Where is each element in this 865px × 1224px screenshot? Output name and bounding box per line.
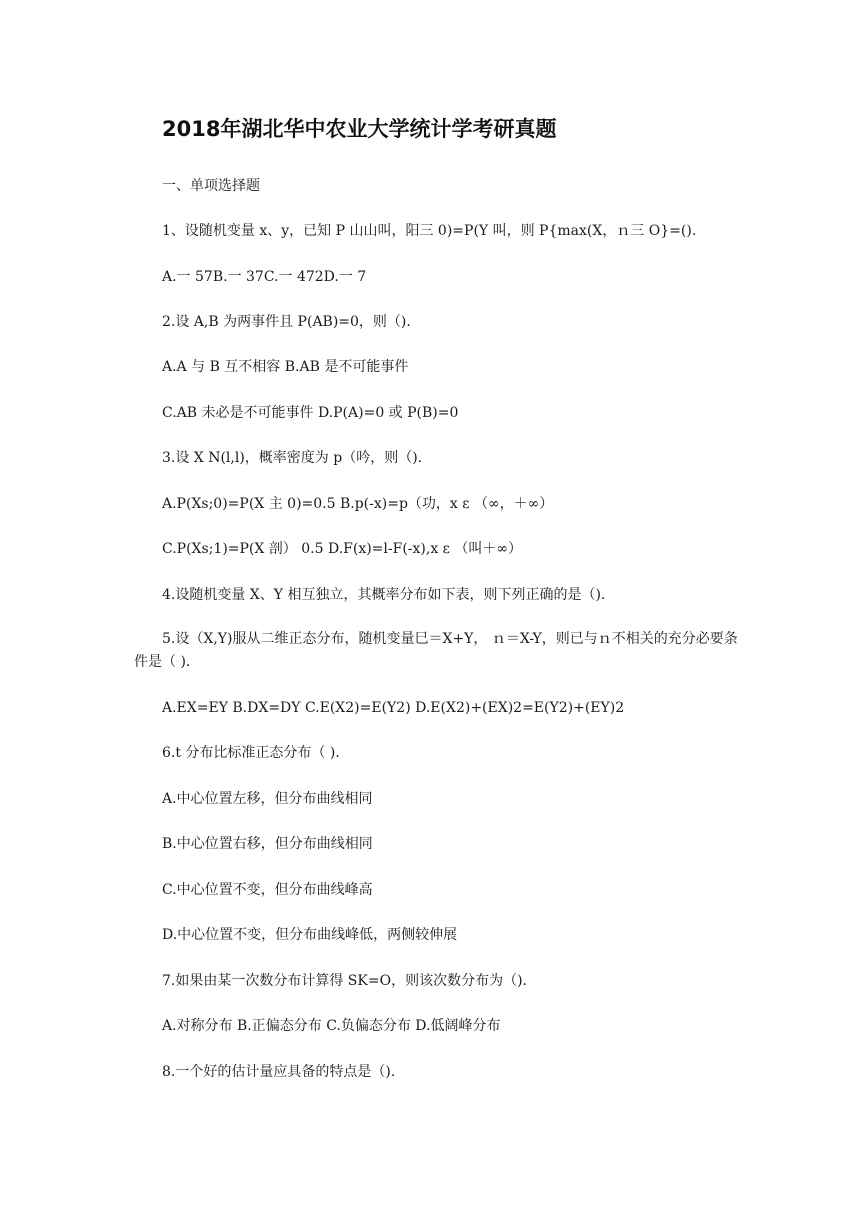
question-3: 3.设 X N(l,l)，概率密度为 p（吟，则（). — [162, 450, 423, 466]
question-2: 2.设 A,B 为两事件且 P(AB)=0，则（). — [162, 314, 411, 330]
question-4: 4.设随机变量 X、Y 相互独立，其概率分布如下表，则下列正确的是（). — [162, 587, 606, 603]
document-title: 2018年湖北华中农业大学统计学考研真题 — [162, 117, 557, 141]
question-6: 6.t 分布比标准正态分布（ ). — [162, 745, 340, 761]
question-6-option-b: B.中心位置右移，但分布曲线相同 — [162, 836, 373, 852]
question-3-options-ab: A.P(Xs;0)=P(X 主 0)=0.5 B.p(-x)=p（功，x ε （∞，＋∞） — [162, 496, 554, 512]
question-1: 1、设随机变量 x、y，已知 P 山山叫，阳三 0)=P(Y 叫，则 P{max(X，ｎ三 O}=(). — [162, 223, 697, 239]
question-6-option-d: D.中心位置不变，但分布曲线峰低，两侧较伸展 — [162, 927, 458, 943]
question-7: 7.如果由某一次数分布计算得 SK=O，则该次数分布为（). — [162, 973, 527, 989]
question-2-options-ab: A.A 与 B 互不相容 B.AB 是不可能事件 — [162, 359, 409, 375]
question-8: 8.一个好的估计量应具备的特点是（). — [162, 1064, 396, 1080]
question-1-options: A.一 57B.一 37C.一 472D.一 7 — [162, 269, 367, 285]
question-5: 5.设（X,Y)服从二维正态分布，随机变量巳＝X+Y， ｎ＝X-Y，则已与ｎ不相关的充分必要条件是（ ). — [134, 631, 738, 670]
question-6-option-a: A.中心位置左移，但分布曲线相同 — [162, 791, 373, 807]
question-7-options: A.对称分布 B.正偏态分布 C.负偏态分布 D.低阔峰分布 — [162, 1018, 501, 1034]
question-3-options-cd: C.P(Xs;1)=P(X 剖） 0.5 D.F(x)=l-F(-x),x ε （叫＋∞） — [162, 541, 523, 557]
question-5-options: A.EX=EY B.DX=DY C.E(X2)=E(Y2) D.E(X2)+(EX)2=E(Y2)+(EY)2 — [162, 700, 625, 716]
question-2-options-cd: C.AB 未必是不可能事件 D.P(A)=0 或 P(B)=0 — [162, 405, 459, 421]
section-heading: 一、单项选择题 — [162, 178, 260, 194]
question-6-option-c: C.中心位置不变，但分布曲线峰高 — [162, 882, 373, 898]
